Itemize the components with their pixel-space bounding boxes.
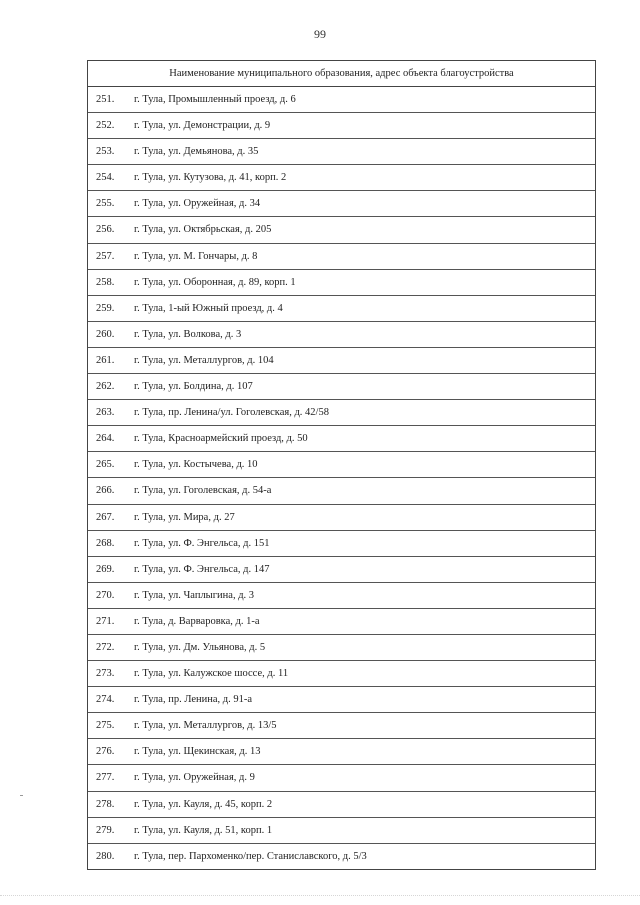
row-number: 254. [96, 172, 115, 184]
row-address: г. Тула, ул. М. Гончары, д. 8 [134, 250, 258, 262]
row-number: 277. [96, 772, 115, 784]
row-address: г. Тула, пр. Ленина/ул. Гоголевская, д. 42/58 [134, 407, 329, 419]
table-row [88, 426, 595, 452]
row-number: 274. [96, 694, 115, 706]
row-address: г. Тула, ул. Оружейная, д. 9 [134, 772, 255, 784]
table-row [88, 478, 595, 504]
page-number: 99 [314, 27, 326, 41]
table-row [88, 139, 595, 165]
table-row [88, 818, 595, 844]
row-number: 252. [96, 120, 115, 132]
row-number: 264. [96, 433, 115, 445]
table-row [88, 244, 595, 270]
row-number: 280. [96, 850, 115, 862]
table-row [88, 557, 595, 583]
row-number: 276. [96, 746, 115, 758]
table-row [88, 217, 595, 243]
row-address: г. Тула, ул. Дм. Ульянова, д. 5 [134, 641, 266, 653]
table-row [88, 296, 595, 322]
table-row [88, 609, 595, 635]
row-address: г. Тула, ул. Оборонная, д. 89, корп. 1 [134, 276, 296, 288]
row-number: 263. [96, 407, 115, 419]
row-address: г. Тула, ул. Мира, д. 27 [134, 511, 235, 523]
row-number: 265. [96, 459, 115, 471]
row-number: 268. [96, 537, 115, 549]
table-row [88, 87, 595, 113]
row-number: 279. [96, 824, 115, 836]
row-address: г. Тула, пр. Ленина, д. 91-а [134, 694, 253, 706]
table-row [88, 348, 595, 374]
row-number: 269. [96, 563, 115, 575]
row-number: 256. [96, 224, 115, 236]
row-number: 258. [96, 276, 115, 288]
table-row [88, 739, 595, 765]
table-row [88, 113, 595, 139]
row-address: г. Тула, Красноармейский проезд, д. 50 [134, 433, 308, 445]
table-row [88, 531, 595, 557]
table-row [88, 583, 595, 609]
row-number: 255. [96, 198, 115, 210]
row-address: г. Тула, д. Варваровка, д. 1-а [134, 615, 260, 627]
table-row [88, 635, 595, 661]
table-row [88, 792, 595, 818]
table-row [88, 322, 595, 348]
row-address: г. Тула, ул. Гоголевская, д. 54-а [134, 485, 272, 497]
table-row [88, 505, 595, 531]
row-address: г. Тула, ул. Щекинская, д. 13 [134, 746, 261, 758]
objects-table [87, 60, 596, 870]
scan-footer-dots [0, 895, 640, 898]
row-address: г. Тула, ул. Кауля, д. 51, корп. 1 [134, 824, 273, 836]
row-number: 262. [96, 381, 115, 393]
table-body [88, 87, 595, 869]
table-row [88, 687, 595, 713]
row-number: 267. [96, 511, 115, 523]
table-row [88, 191, 595, 217]
table-row [88, 374, 595, 400]
row-number: 253. [96, 146, 115, 158]
row-number: 272. [96, 641, 115, 653]
table-row [88, 661, 595, 687]
row-address: г. Тула, ул. Волкова, д. 3 [134, 328, 242, 340]
row-number: 275. [96, 720, 115, 732]
row-number: 259. [96, 302, 115, 314]
row-address: г. Тула, пер. Пархоменко/пер. Станиславского, д. 5/3 [134, 850, 367, 862]
row-address: г. Тула, ул. Металлургов, д. 104 [134, 354, 274, 366]
table-row [88, 713, 595, 739]
table-row [88, 452, 595, 478]
row-number: 266. [96, 485, 115, 497]
table-row [88, 270, 595, 296]
row-number: 278. [96, 798, 115, 810]
scan-mark [20, 795, 23, 796]
row-number: 257. [96, 250, 115, 262]
table-row [88, 844, 595, 869]
row-number: 273. [96, 668, 115, 680]
table-row [88, 165, 595, 191]
row-address: г. Тула, 1-ый Южный проезд, д. 4 [134, 302, 283, 314]
row-address: г. Тула, ул. Ф. Энгельса, д. 147 [134, 563, 270, 575]
row-address: г. Тула, ул. Оружейная, д. 34 [134, 198, 261, 210]
table-row [88, 400, 595, 426]
row-number: 251. [96, 94, 115, 105]
row-address: г. Тула, ул. Кауля, д. 45, корп. 2 [134, 798, 273, 810]
row-address: г. Тула, ул. Кутузова, д. 41, корп. 2 [134, 172, 287, 184]
row-address: г. Тула, ул. Костычева, д. 10 [134, 459, 258, 471]
row-address: г. Тула, ул. Ф. Энгельса, д. 151 [134, 537, 270, 549]
table-header: Наименование муниципального образования, адрес объекта благоустройства [88, 61, 595, 87]
row-number: 261. [96, 354, 115, 366]
row-address: г. Тула, ул. Металлургов, д. 13/5 [134, 720, 277, 732]
row-address: г. Тула, Промышленный проезд, д. 6 [134, 94, 296, 105]
row-number: 270. [96, 589, 115, 601]
row-address: г. Тула, ул. Октябрьская, д. 205 [134, 224, 272, 236]
row-address: г. Тула, ул. Чаплыгина, д. 3 [134, 589, 255, 601]
row-address: г. Тула, ул. Демонстрации, д. 9 [134, 120, 271, 132]
row-number: 260. [96, 328, 115, 340]
row-address: г. Тула, ул. Болдина, д. 107 [134, 381, 253, 393]
row-address: г. Тула, ул. Калужское шоссе, д. 11 [134, 668, 289, 680]
table-row [88, 765, 595, 791]
row-number: 271. [96, 615, 115, 627]
row-address: г. Тула, ул. Демьянова, д. 35 [134, 146, 259, 158]
